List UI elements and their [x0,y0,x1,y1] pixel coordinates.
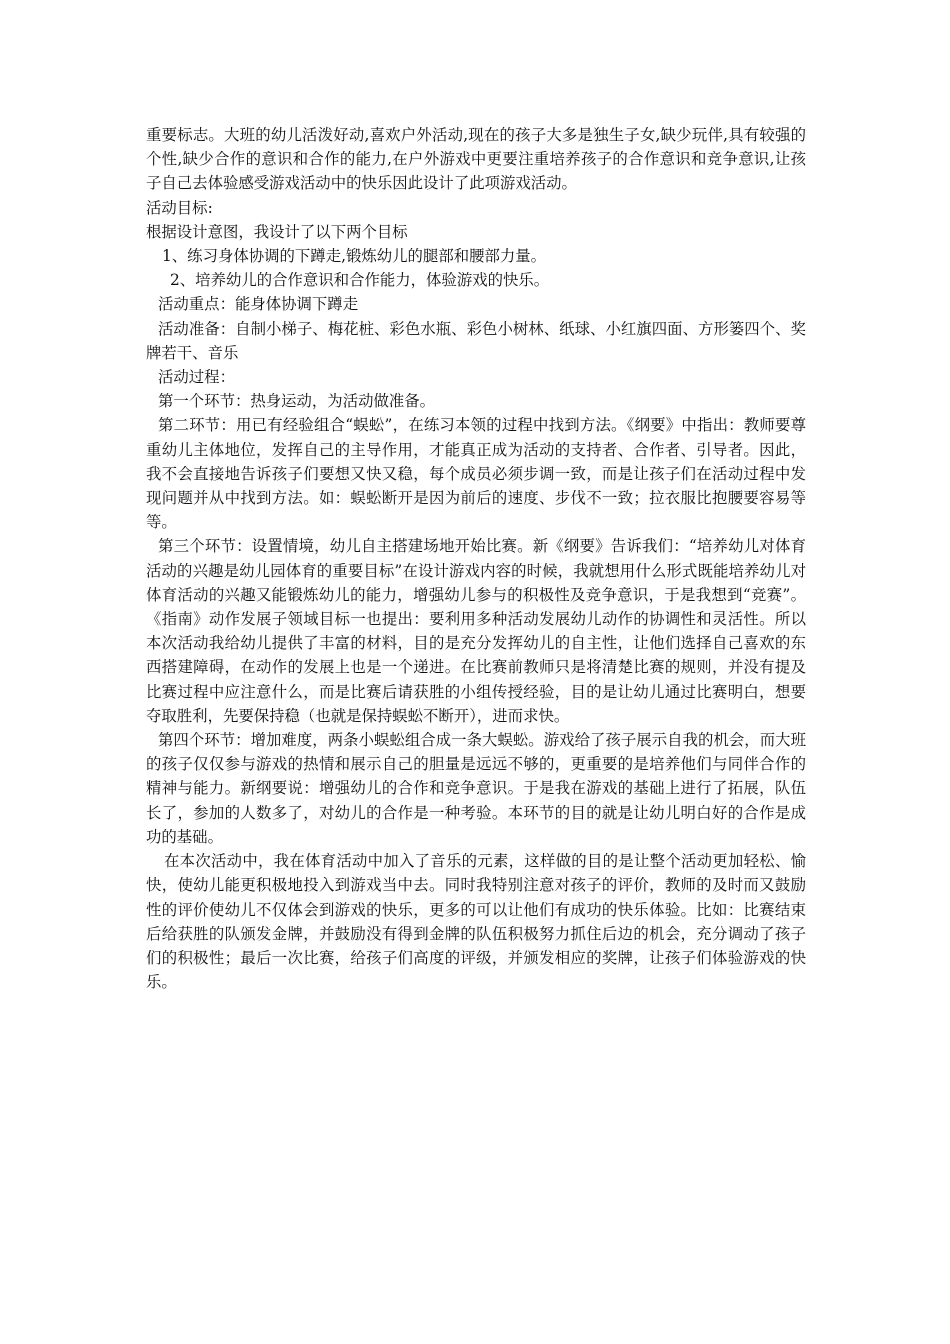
paragraph-activity-focus: 活动重点：能身体协调下蹲走 [158,295,359,314]
paragraph-step-1: 第一个环节：热身运动，为活动做准备。 [158,392,436,411]
goal-item-2: 2、培养幼儿的合作意识和合作能力，体验游戏的快乐。 [170,271,550,290]
paragraph-summary: 在本次活动中，我在体育活动中加入了音乐的元素，这样做的目的是让整个活动更加轻松、愉快，使幼儿能更积极地投入到游戏当中去。同时我特别注意对孩子的评价，教师的及时而又鼓励性的评价使幼儿不仅体会到游戏的快乐，更多的可以让他们有成功的快乐体验。比如：比赛结束后给获胜的队颁发金牌，并鼓励没有得到金牌的队伍积极努力抓住后边的机会，充分调动了孩子们的积极性；最后一次比赛，给孩子们高度的评级，并颁发相应的奖牌，让孩子们体验游戏的快乐。 [146,852,806,992]
paragraph-step-3: 第三个环节：设置情境，幼儿自主搭建场地开始比赛。新《纲要》告诉我们：“培养幼儿对体育活动的兴趣是幼儿园体育的重要目标”在设计游戏内容的时候，我就想用什么形式既能培养幼儿对体育活动的兴趣又能锻炼幼儿的能力，增强幼儿参与的积极性及竞争意识，于是我想到“竞赛”。《指南》动作发展子领域目标一也提出：要利用多种活动发展幼儿动作的协调性和灵活性。所以本次活动我给幼儿提供了丰富的材料，目的是充分发挥幼儿的自主性，让他们选择自己喜欢的东西搭建障碍，在动作的发展上也是一个递进。在比赛前教师只是将清楚比赛的规则，并没有提及比赛过程中应注意什么，而是比赛后请获胜的小组传授经验，目的是让幼儿通过比赛明白，想要夺取胜利，先要保持稳（也就是保持蜈蚣不断开），进而求快。 [146,537,806,725]
paragraph-step-2: 第二环节：用已有经验组合“蜈蚣”，在练习本领的过程中找到方法。《纲要》中指出：教师要尊重幼儿主体地位，发挥自己的主导作用，才能真正成为活动的支持者、合作者、引导者。因此，我不会直接地告诉孩子们要想又快又稳，每个成员必须步调一致，而是让孩子们在活动过程中发现问题并从中找到方法。如：蜈蚣断开是因为前后的速度、步伐不一致；拉衣服比抱腰要容易等等。 [146,416,806,532]
paragraph-goals-lead: 根据设计意图，我设计了以下两个目标 [146,222,408,241]
heading-activity-goals: 活动目标: [146,198,213,217]
paragraph-activity-preparation: 活动准备：自制小梯子、梅花桩、彩色水瓶、彩色小树林、纸球、小红旗四面、方形篓四个、奖牌若干、音乐 [146,319,806,362]
paragraph-intro: 重要标志。大班的幼儿活泼好动,喜欢户外活动,现在的孩子大多是独生子女,缺少玩伴,具有较强的个性,缺少合作的意识和合作的能力,在户外游戏中更要注重培养孩子的合作意识和竞争意识,让孩子自己去体验感受游戏活动中的快乐因此设计了此项游戏活动。 [146,126,806,193]
heading-activity-process: 活动过程： [158,368,235,387]
paragraph-step-4: 第四个环节：增加难度，两条小蜈蚣组合成一条大蜈蚣。游戏给了孩子展示自我的机会，而大班的孩子仅仅参与游戏的热情和展示自己的胆量是远远不够的，更重要的是培养他们与同伴合作的精神与能力。新纲要说：增强幼儿的合作和竞争意识。于是我在游戏的基础上进行了拓展，队伍长了，参加的人数多了，对幼儿的合作是一种考验。本环节的目的就是让幼儿明白好的合作是成功的基础。 [146,731,806,846]
document-body [146,123,806,994]
goal-item-1: 1、练习身体协调的下蹲走,锻炼幼儿的腿部和腰部力量。 [162,247,547,266]
